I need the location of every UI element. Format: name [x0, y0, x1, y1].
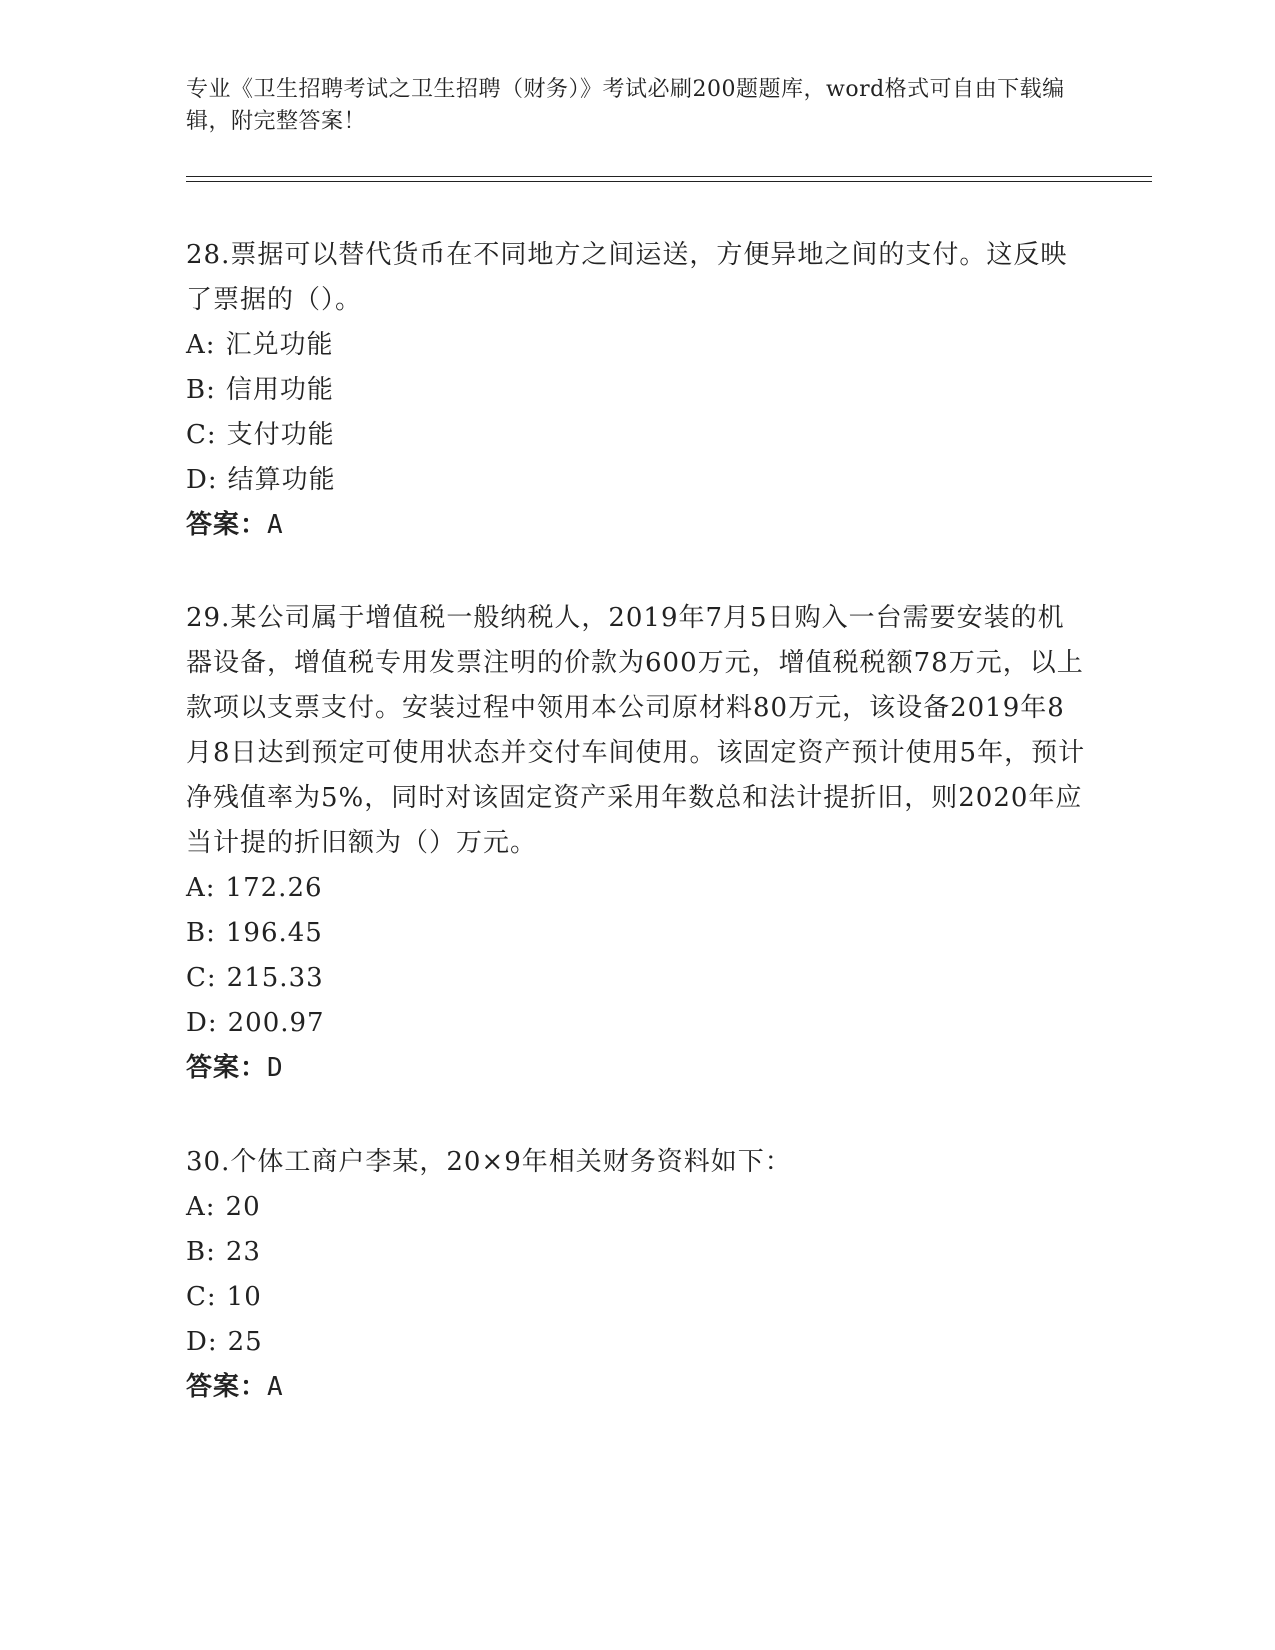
option-text: 172.26: [225, 873, 323, 903]
option-separator: :: [206, 420, 217, 450]
document-intro: 专业《卫生招聘考试之卫生招聘（财务）》考试必刷200题题库，word格式可自由下载编辑，附完整答案！: [186, 77, 1065, 134]
option-separator: :: [206, 375, 216, 405]
option-separator: :: [205, 1192, 216, 1222]
question-29: [186, 596, 1086, 1091]
option-text: 25: [227, 1327, 263, 1357]
option-letter: C: [186, 1282, 207, 1312]
option-letter: D: [186, 1008, 208, 1038]
option-separator: :: [205, 330, 216, 360]
option-d: [186, 458, 1086, 503]
answer-line: [186, 503, 1086, 548]
option-separator: :: [206, 963, 217, 993]
option-b: [186, 1230, 1086, 1275]
option-a: [186, 323, 1086, 368]
option-text: 20: [225, 1192, 261, 1222]
answer-line: [186, 1046, 1086, 1091]
option-letter: D: [186, 1327, 208, 1357]
option-text: 200.97: [227, 1008, 325, 1038]
option-text: 信用功能: [225, 375, 334, 405]
option-a: [186, 866, 1086, 911]
option-text: 23: [225, 1237, 261, 1267]
option-letter: B: [186, 918, 207, 948]
option-text: 215.33: [226, 963, 324, 993]
option-letter: A: [186, 330, 206, 360]
answer-label: 答案：: [186, 1372, 268, 1402]
answer-line: [186, 1365, 1086, 1410]
option-text: 结算功能: [227, 465, 336, 495]
option-c: [186, 413, 1086, 458]
option-letter: D: [186, 465, 208, 495]
option-d: [186, 1320, 1086, 1365]
question-28: [186, 233, 1086, 548]
option-separator: :: [207, 465, 218, 495]
question-stem: 30.个体工商户李某，20×9年相关财务资料如下：: [186, 1147, 792, 1177]
option-separator: :: [206, 1282, 217, 1312]
option-letter: A: [186, 1192, 206, 1222]
option-separator: :: [207, 1008, 218, 1038]
answer-label: 答案：: [186, 510, 268, 540]
option-a: [186, 1185, 1086, 1230]
option-text: 196.45: [225, 918, 323, 948]
question-stem: 28.票据可以替代货币在不同地方之间运送，方便异地之间的支付。这反映了票据的（）。: [186, 240, 1068, 315]
option-separator: :: [206, 918, 216, 948]
header-divider-top: [186, 176, 1152, 177]
option-b: [186, 911, 1086, 956]
question-30: [186, 1140, 1086, 1410]
option-c: [186, 1275, 1086, 1320]
answer-value: D: [267, 1053, 284, 1083]
option-letter: B: [186, 375, 207, 405]
option-text: 10: [226, 1282, 262, 1312]
option-b: [186, 368, 1086, 413]
option-text: 支付功能: [226, 420, 335, 450]
option-separator: :: [206, 1237, 216, 1267]
option-text: 汇兑功能: [225, 330, 334, 360]
answer-value: A: [267, 510, 284, 540]
answer-value: A: [267, 1372, 284, 1402]
option-letter: A: [186, 873, 206, 903]
option-c: [186, 956, 1086, 1001]
option-letter: B: [186, 1237, 207, 1267]
option-separator: :: [207, 1327, 218, 1357]
header-divider-bottom: [186, 181, 1152, 182]
question-stem: 29.某公司属于增值税一般纳税人，2019年7月5日购入一台需要安装的机器设备，增值税专用发票注明的价款为600万元，增值税税额78万元，以上款项以支票支付。安装过程中领用本公司原材料80万元，该设备2019年8月8日达到预定可使用状态并交付车间使用。该固定资产预计使用5年，预计净残值率为5%，同时对该固定资产采用年数总和法计提折旧，则2020年应当计提的折旧额为（）万元。: [186, 603, 1086, 858]
option-d: [186, 1001, 1086, 1046]
option-separator: :: [205, 873, 216, 903]
option-letter: C: [186, 963, 207, 993]
option-letter: C: [186, 420, 207, 450]
answer-label: 答案：: [186, 1053, 268, 1083]
